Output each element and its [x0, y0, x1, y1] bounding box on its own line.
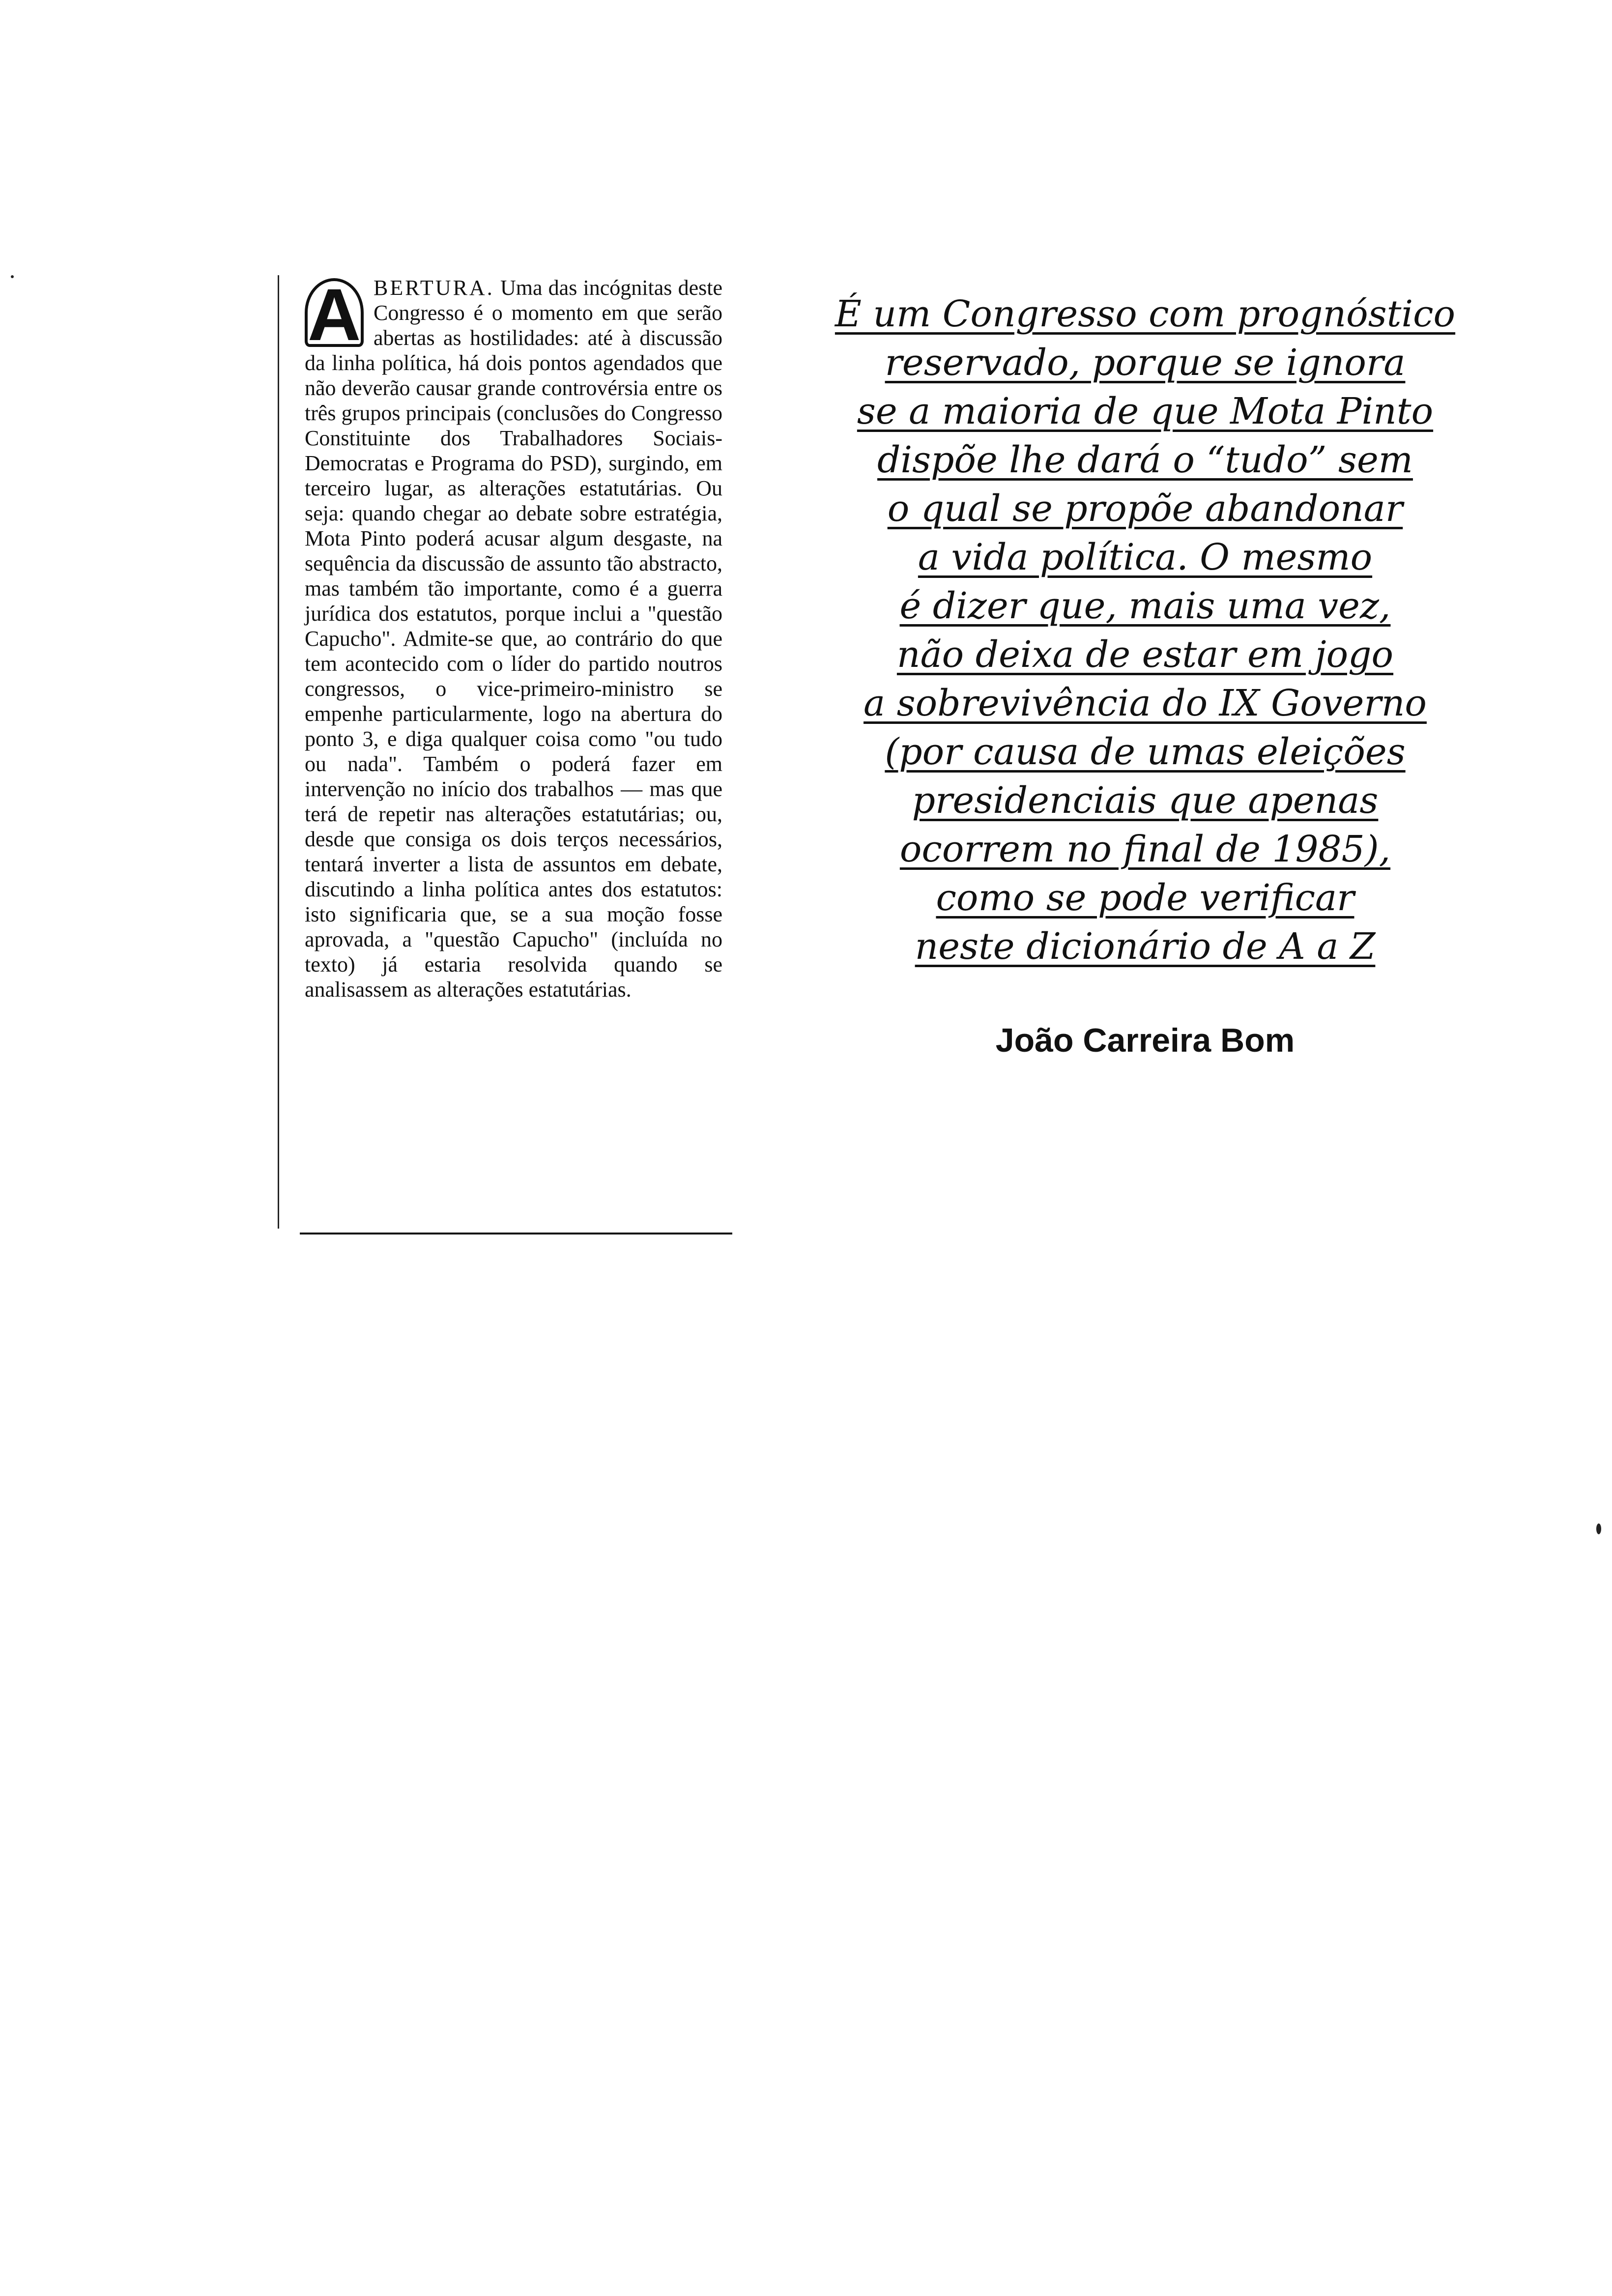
pull-quote	[752, 290, 1538, 971]
article-paragraph	[305, 275, 722, 1002]
author-byline: João Carreira Bom	[995, 1022, 1295, 1059]
quote-line: presidenciais que apenas	[912, 779, 1379, 822]
quote-line: é dizer que, mais uma vez,	[899, 585, 1391, 627]
quote-line: não deixa de estar em jogo	[896, 633, 1394, 676]
article-column	[280, 275, 722, 1002]
quote-line: (por causa de umas eleições	[885, 731, 1406, 773]
quote-line: dispõe lhe dará o “tudo” sem	[877, 439, 1413, 481]
quote-line: se a maioria de que Mota Pinto	[857, 390, 1434, 432]
quote-line: neste dicionário de A a Z	[915, 925, 1376, 968]
quote-line: É um Congresso com prognóstico	[835, 293, 1456, 335]
lead-word: BERTURA.	[374, 276, 494, 300]
scan-speck	[11, 275, 14, 278]
drop-cap: A	[305, 278, 364, 347]
quote-line: o qual se propõe abandonar	[887, 488, 1403, 530]
article-column-border	[278, 275, 279, 1229]
quote-line: reservado, porque se ignora	[885, 342, 1406, 384]
quote-line: a sobrevivência do IX Governo	[864, 682, 1427, 724]
quote-line: a vida política. O mesmo	[918, 536, 1373, 578]
column-end-rule	[300, 1233, 732, 1234]
article-body: Uma das incógnitas deste Congresso é o momento em que serão abertas as hostilidades: até à discussão da linha política, há dois pontos agendados que não deverão causar grande controvérsia entre os três grupos principais (conclusões do Congresso Constituinte dos Trabalhadores Sociais-Democratas e Programa do PSD), surgindo, em terceiro lugar, as alterações estatutárias. Ou seja: quando chegar ao debate sobre estratégia, Mota Pinto poderá acusar algum desgaste, na sequência da discussão de assunto tão abstracto, mas também tão importante, como é a guerra jurídica dos estatutos, porque inclui a "questão Capucho". Admite-se que, ao contrário do que tem acontecido com o líder do partido noutros congressos, o vice-primeiro-ministro se empenhe particularmente, logo na abertura do ponto 3, e diga qualquer coisa como "ou tudo ou nada". Também o poderá fazer em intervenção no início dos trabalhos — mas que terá de repetir nas alterações estatutárias; ou, desde que consiga os dois terços necessários, tentará inverter a lista de assuntos em debate, discutindo a linha política antes dos estatutos: isto significaria que, se a sua moção fosse aprovada, a "questão Capucho" (incluída no texto) já estaria resolvida quando se analisassem as alterações estatutárias.	[305, 276, 723, 1002]
quote-line: ocorrem no final de 1985),	[899, 828, 1391, 870]
quote-line: como se pode verificar	[936, 877, 1354, 919]
scan-speck	[1596, 1523, 1601, 1534]
